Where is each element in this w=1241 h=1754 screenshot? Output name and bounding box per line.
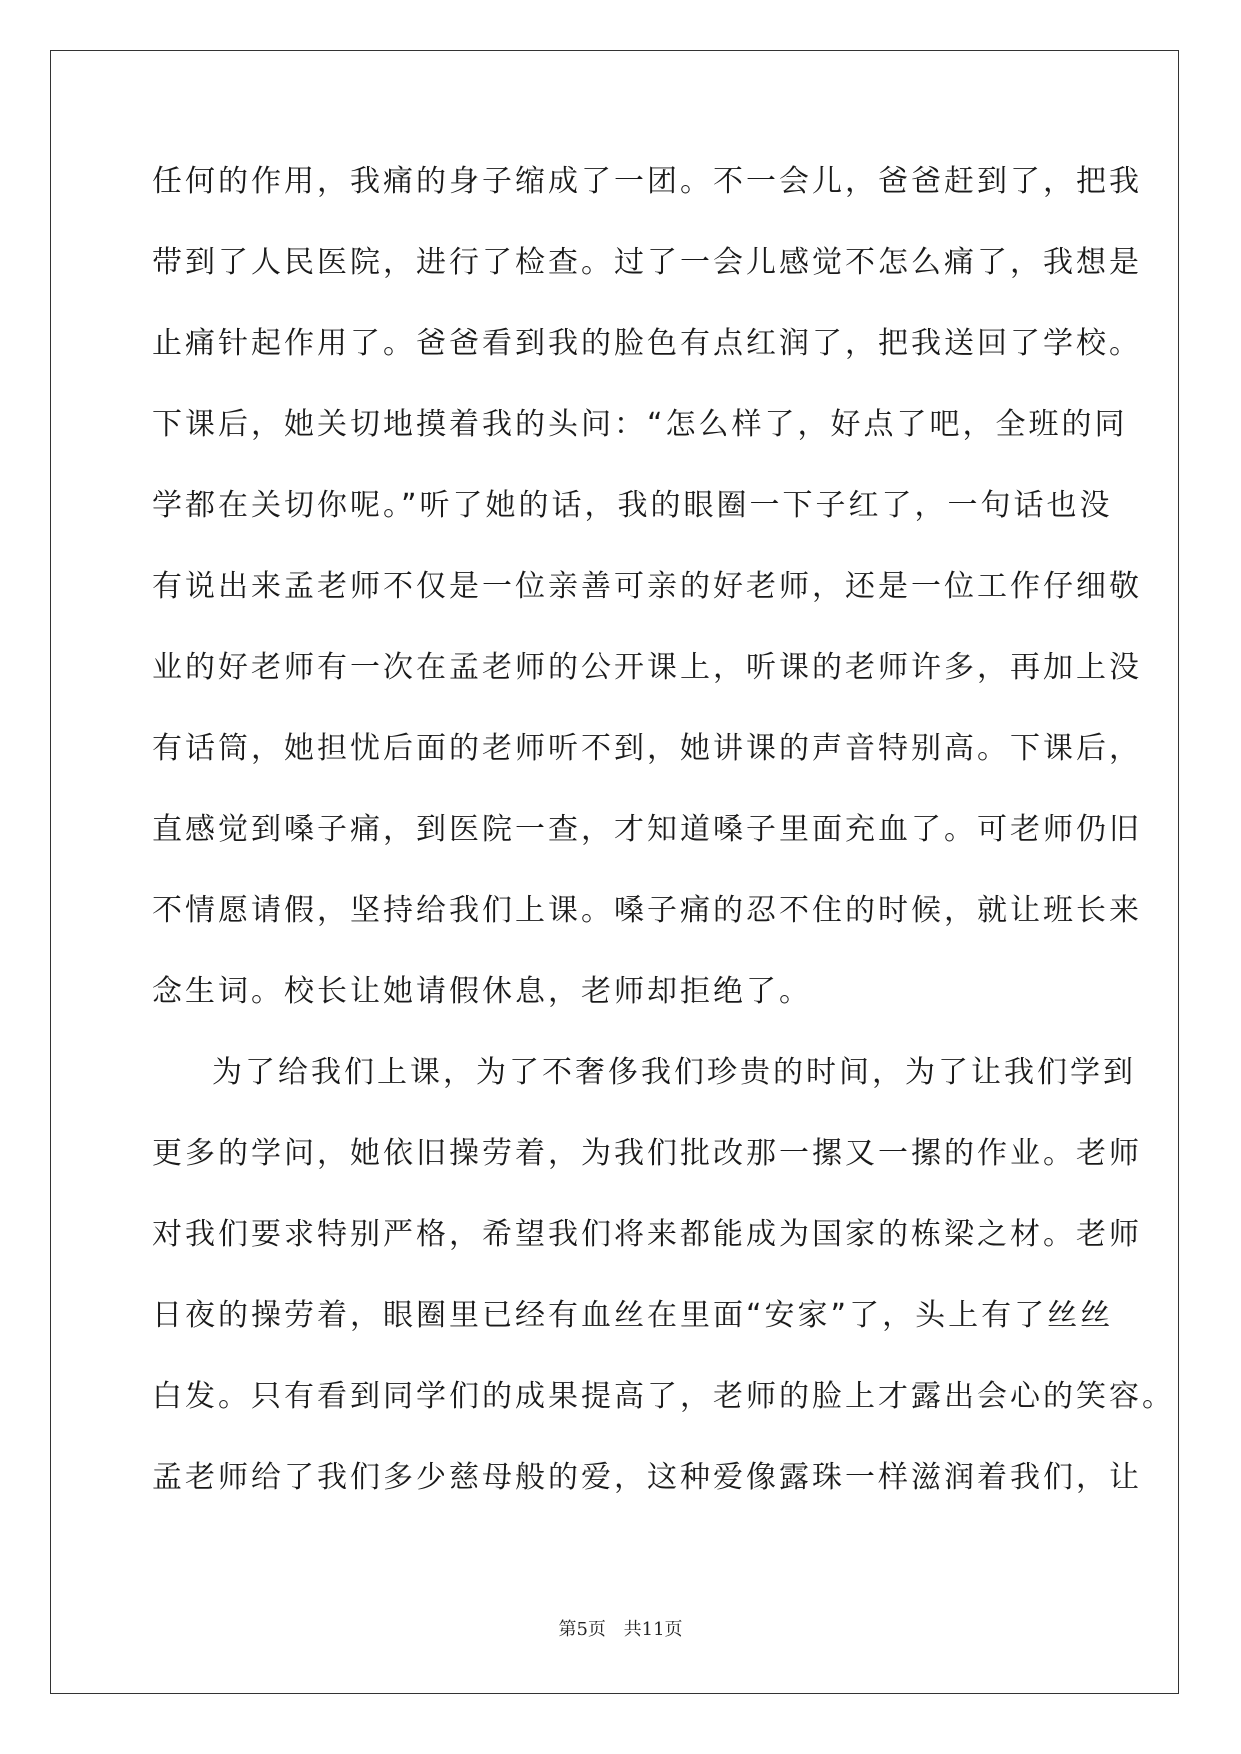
text-line: 念生词。校长让她请假休息，老师却拒绝了。	[152, 974, 812, 1009]
text-line: 有话筒，她担忧后面的老师听不到，她讲课的声音特别高。下课后，	[152, 731, 1142, 766]
text-line: 任何的作用，我痛的身子缩成了一团。不一会儿，爸爸赶到了，把我	[152, 164, 1142, 199]
text-line: 下课后，她关切地摸着我的头问：“怎么样了，好点了吧，全班的同	[152, 407, 1128, 442]
text-line: 日夜的操劳着，眼圈里已经有血丝在里面“安家”了，头上有了丝丝	[152, 1298, 1114, 1333]
text-line: 不情愿请假，坚持给我们上课。嗓子痛的忍不住的时候，就让班长来	[152, 893, 1142, 928]
text-line: 为了给我们上课，为了不奢侈我们珍贵的时间，为了让我们学到	[212, 1055, 1136, 1090]
text-line: 白发。只有看到同学们的成果提高了，老师的脸上才露出会心的笑容。	[152, 1379, 1175, 1414]
text-line: 带到了人民医院，进行了检查。过了一会儿感觉不怎么痛了，我想是	[152, 245, 1142, 280]
document-body	[152, 162, 1175, 1539]
text-line: 孟老师给了我们多少慈母般的爱，这种爱像露珠一样滋润着我们，让	[152, 1460, 1142, 1495]
text-line: 直感觉到嗓子痛，到医院一查，才知道嗓子里面充血了。可老师仍旧	[152, 812, 1142, 847]
text-line: 对我们要求特别严格，希望我们将来都能成为国家的栋梁之材。老师	[152, 1217, 1142, 1252]
page-footer	[0, 1615, 1241, 1641]
text-line: 更多的学问，她依旧操劳着，为我们批改那一摞又一摞的作业。老师	[152, 1136, 1142, 1171]
text-line: 业的好老师有一次在孟老师的公开课上，听课的老师许多，再加上没	[152, 650, 1142, 685]
text-line: 学都在关切你呢。”听了她的话，我的眼圈一下子红了，一句话也没	[152, 488, 1113, 523]
page-number: 第5页	[558, 1619, 606, 1640]
text-line: 止痛针起作用了。爸爸看到我的脸色有点红润了，把我送回了学校。	[152, 326, 1142, 361]
page-total: 共11页	[623, 1619, 683, 1640]
text-line: 有说出来孟老师不仅是一位亲善可亲的好老师，还是一位工作仔细敬	[152, 569, 1142, 604]
